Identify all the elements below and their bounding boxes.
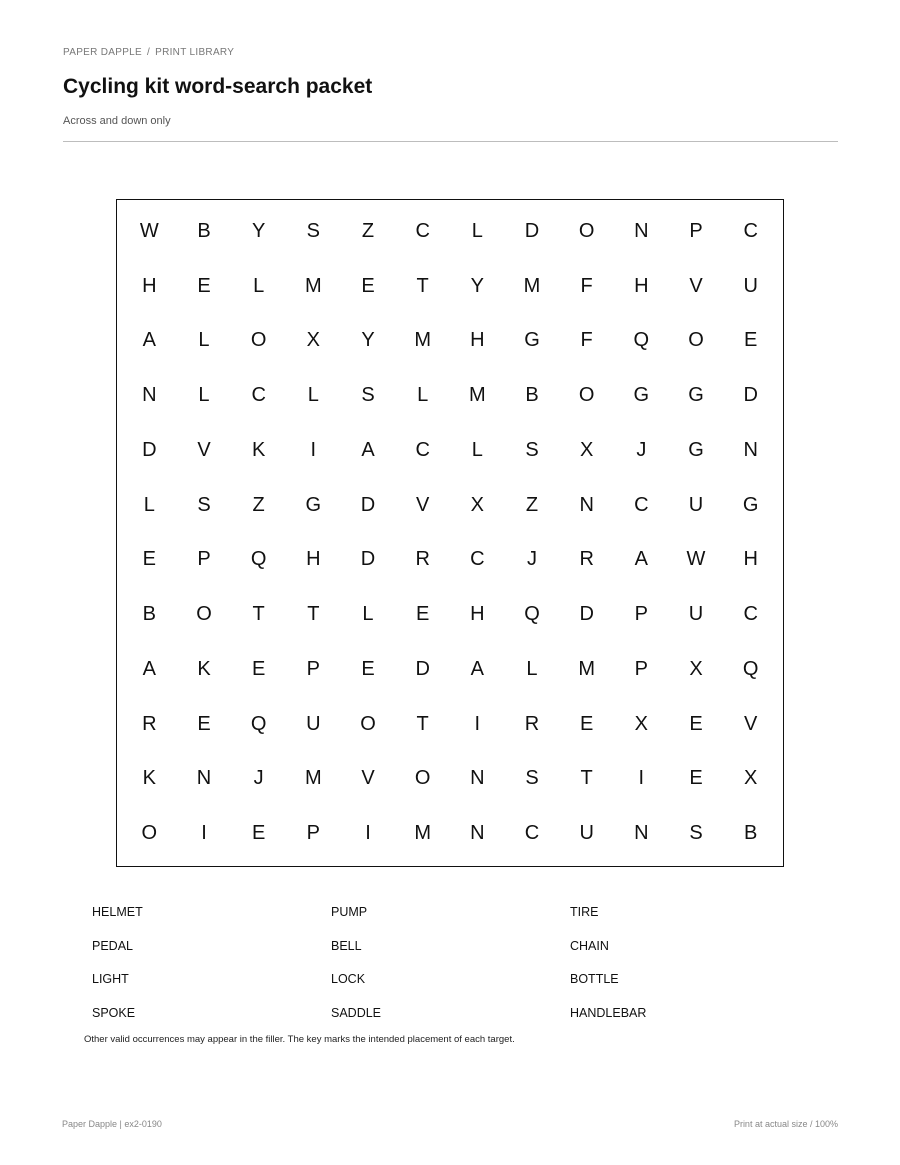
grid-cell: R — [142, 712, 157, 735]
grid-cell: L — [143, 493, 155, 516]
grid-cell: U — [688, 603, 704, 626]
grid-cell: L — [362, 603, 374, 626]
grid-cell: V — [689, 274, 703, 297]
page-subtitle: Across and down only — [63, 115, 171, 127]
grid-cell: G — [688, 438, 704, 461]
word-list-item: CHAIN — [570, 938, 609, 953]
grid-cell: E — [689, 767, 703, 790]
grid-cell: E — [689, 712, 703, 735]
grid-cell: E — [142, 548, 156, 571]
grid-cell: O — [141, 822, 158, 845]
grid-cell: N — [470, 822, 485, 845]
grid-cell: W — [686, 548, 706, 571]
grid-cell: Y — [470, 274, 484, 297]
grid-cell: U — [579, 822, 594, 845]
grid-cell: G — [633, 384, 650, 407]
grid-cell: O — [360, 712, 376, 735]
grid-cell: B — [743, 822, 758, 845]
grid-cell: X — [689, 657, 703, 680]
grid-cell: E — [743, 329, 758, 352]
grid-cell: P — [689, 219, 703, 242]
grid-cell: X — [470, 493, 484, 516]
grid-cell: S — [525, 767, 539, 790]
grid-cell: V — [361, 767, 375, 790]
grid-cell: R — [524, 712, 540, 735]
grid-cell: C — [743, 219, 758, 242]
grid-cell: I — [365, 822, 371, 845]
grid-cell: S — [306, 219, 320, 242]
word-list-item: PEDAL — [92, 938, 133, 953]
grid-cell: D — [743, 384, 758, 407]
grid-cell: D — [360, 493, 376, 516]
note-text: Other valid occurrences may appear in the filler. The key marks the intended placement of each target. — [84, 1034, 515, 1045]
grid-cell: L — [198, 329, 210, 352]
word-list-item: BOTTLE — [570, 972, 619, 986]
grid-cell: Y — [361, 329, 375, 352]
grid-cell: R — [415, 548, 430, 571]
grid-cell: O — [578, 219, 595, 242]
grid-cell: H — [470, 603, 485, 626]
grid-cell: L — [471, 219, 483, 242]
grid-cell: M — [304, 767, 322, 790]
letter-grid — [116, 199, 784, 867]
grid-cell: O — [196, 603, 212, 626]
grid-cell: C — [415, 438, 430, 461]
grid-cell: S — [361, 384, 375, 407]
grid-cell: U — [306, 712, 321, 735]
grid-cell: Q — [524, 603, 540, 626]
grid-cell: G — [742, 493, 759, 516]
grid-cell: E — [251, 822, 266, 845]
grid-cell: C — [251, 384, 266, 407]
grid-cell: C — [415, 219, 430, 242]
grid-cell: N — [142, 384, 157, 407]
grid-cell: X — [579, 438, 594, 461]
grid-cell: N — [470, 767, 485, 790]
grid-cell: E — [197, 712, 211, 735]
grid-cell: P — [634, 603, 648, 626]
grid-cell: Q — [250, 712, 267, 735]
grid-cell: N — [634, 822, 649, 845]
breadcrumb-site: PAPER DAPPLE — [63, 47, 143, 58]
word-list — [92, 902, 812, 1036]
grid-cell: P — [306, 822, 320, 845]
grid-cell: A — [361, 438, 375, 461]
grid-cell: N — [579, 493, 594, 516]
grid-cell: T — [307, 603, 320, 626]
grid-cell: S — [525, 438, 539, 461]
grid-cell: Q — [742, 657, 759, 680]
grid-cell: D — [415, 657, 430, 680]
word-list-item: HELMET — [92, 905, 143, 919]
grid-cell: W — [139, 219, 159, 242]
grid-cell: J — [253, 767, 264, 790]
grid-cell: L — [198, 384, 210, 407]
grid-cell: D — [524, 219, 540, 242]
grid-cell: O — [578, 384, 595, 407]
grid-cell: N — [196, 767, 212, 790]
page-title: Cycling kit word-search packet — [63, 75, 373, 98]
grid-cell: T — [252, 603, 265, 626]
grid-cell: B — [197, 219, 211, 242]
grid-cell: V — [743, 712, 758, 735]
grid-cell: A — [634, 548, 648, 571]
grid-cell: L — [526, 657, 538, 680]
grid-cell: X — [634, 712, 648, 735]
grid-cell: C — [743, 603, 758, 626]
grid-cell: M — [414, 822, 431, 845]
grid-cell: T — [416, 274, 429, 297]
breadcrumb-section: PRINT LIBRARY — [155, 47, 235, 58]
grid-cell: I — [474, 712, 481, 735]
grid-cell: L — [253, 274, 265, 297]
grid-cell: T — [580, 767, 593, 790]
grid-cell: R — [579, 548, 594, 571]
grid-cell: H — [634, 274, 649, 297]
grid-cell: D — [579, 603, 594, 626]
grid-cell: N — [634, 219, 649, 242]
grid-cell: L — [471, 438, 483, 461]
footer-id: Paper Dapple | ex2-0190 — [62, 1119, 162, 1129]
grid-cell: M — [414, 329, 431, 352]
grid-cell: E — [415, 603, 430, 626]
footer-print-note: Print at actual size / 100% — [733, 1119, 838, 1129]
grid-cell: E — [197, 274, 211, 297]
grid-cell: V — [197, 438, 211, 461]
grid-cell: N — [743, 438, 758, 461]
word-list-item: TIRE — [570, 905, 599, 919]
grid-cell: Y — [251, 219, 266, 242]
word-list-item: SPOKE — [92, 1005, 136, 1020]
grid-cell: I — [201, 822, 207, 845]
breadcrumb — [63, 47, 234, 58]
grid-cell: I — [638, 767, 645, 790]
grid-cell: Z — [252, 493, 265, 516]
word-list-item: LIGHT — [92, 972, 129, 986]
grid-cell: M — [468, 384, 486, 407]
grid-cell: E — [579, 712, 594, 735]
grid-cell: K — [142, 767, 156, 790]
grid-cell: A — [142, 329, 156, 352]
grid-cell: Q — [250, 548, 267, 571]
grid-cell: M — [523, 274, 541, 297]
grid-cell: X — [743, 767, 758, 790]
grid-cell: M — [304, 274, 322, 297]
grid-cell: S — [197, 493, 211, 516]
grid-cell: K — [251, 438, 266, 461]
grid-cell: L — [417, 384, 429, 407]
grid-cell: B — [142, 603, 156, 626]
grid-cell: G — [688, 384, 704, 407]
grid-cell: U — [688, 493, 704, 516]
grid-cell: E — [251, 657, 266, 680]
grid-cell: P — [197, 548, 211, 571]
grid-cell: L — [307, 384, 319, 407]
grid-cell: H — [142, 274, 157, 297]
grid-cell: F — [580, 329, 593, 352]
grid-cell: D — [142, 438, 157, 461]
word-list-item: SADDLE — [331, 1005, 382, 1020]
grid-cell: U — [743, 274, 758, 297]
grid-cell: J — [636, 438, 647, 461]
grid-cell: Q — [633, 329, 650, 352]
grid-cell: O — [250, 329, 267, 352]
grid-cell: A — [470, 657, 484, 680]
grid-cell: A — [142, 657, 156, 680]
grid-cell: Z — [525, 493, 539, 516]
grid-cell: H — [306, 548, 321, 571]
grid-cell: V — [415, 493, 430, 516]
grid-cell: C — [524, 822, 540, 845]
grid-cell: O — [414, 767, 431, 790]
grid-cell: M — [578, 657, 595, 680]
grid-cell: H — [743, 548, 758, 571]
grid-cell: B — [525, 384, 539, 407]
grid-cell: P — [634, 657, 648, 680]
grid-cell: Z — [361, 219, 375, 242]
word-list-item: LOCK — [331, 972, 366, 986]
word-list-item: PUMP — [331, 905, 368, 919]
grid-cell: H — [470, 329, 485, 352]
grid-cell: E — [361, 657, 375, 680]
grid-cell: G — [305, 493, 322, 516]
grid-cell: S — [689, 822, 703, 845]
grid-cell: P — [306, 657, 320, 680]
breadcrumb-separator: / — [147, 47, 151, 58]
grid-cell: J — [526, 548, 537, 571]
grid-cell: D — [360, 548, 376, 571]
grid-cell: O — [688, 329, 704, 352]
word-list-item: BELL — [331, 938, 362, 953]
grid-cell: G — [524, 329, 540, 352]
word-list-item: HANDLEBAR — [570, 1005, 647, 1020]
header-divider — [63, 141, 838, 142]
grid-cell: C — [470, 548, 485, 571]
grid-cell: I — [310, 438, 317, 461]
grid-cell: K — [197, 657, 211, 680]
grid-cell: C — [634, 493, 649, 516]
grid-cell: T — [416, 712, 429, 735]
grid-cell: X — [306, 329, 320, 352]
grid-cell: E — [361, 274, 375, 297]
grid-cell: F — [580, 274, 593, 297]
